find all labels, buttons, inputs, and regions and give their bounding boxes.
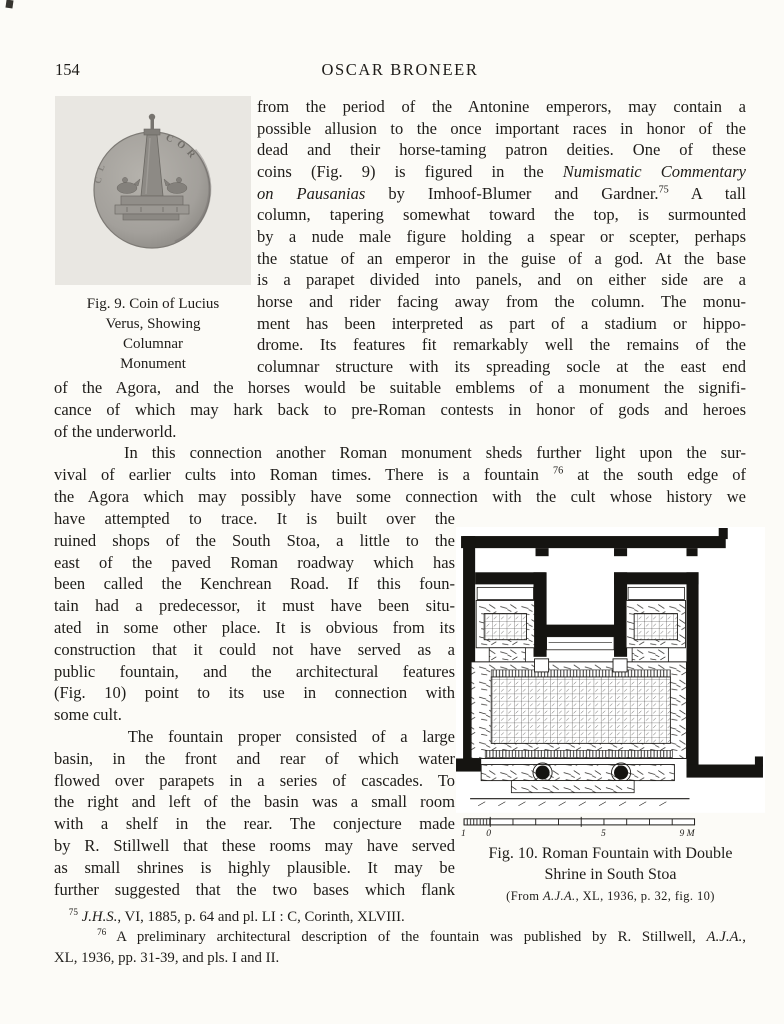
text-line: by a nude male figure holding a spear or scepter, perhaps xyxy=(257,226,746,246)
text-line: Verus, Showing xyxy=(105,316,201,332)
figure10-plan xyxy=(456,527,765,841)
text-line: ment has been interpreted as part of a stadium or hippo- xyxy=(257,313,746,333)
body-column-left-of-fig10 xyxy=(54,508,455,900)
text-line: $^{76}$ A preliminary architectural description of the fountain was published by R. Stillwell, A.J.A., xyxy=(97,927,746,946)
text-line: The fountain proper consisted of a large xyxy=(54,726,455,746)
text-line: Fig. 9. Coin of Lucius xyxy=(86,296,220,312)
scan-artifact xyxy=(5,0,13,8)
body-full-width xyxy=(54,377,746,508)
text-line: Columnar xyxy=(123,336,183,352)
text-line: column, tapering somewhat toward the top, is surmounted xyxy=(257,205,746,225)
text-line: further suggested that the two bases which flank xyxy=(54,879,455,899)
plan-scale-bar xyxy=(464,817,694,827)
text-line: XL, 1936, pp. 31-39, and pls. I and II. xyxy=(54,949,280,966)
body-column-right-of-fig9 xyxy=(257,96,746,378)
coin-image xyxy=(55,96,251,285)
text-line: public fountain, and the architectural features xyxy=(54,661,455,681)
text-line: on Pausanias by Imhoof-Blumer and Gardner.$^{75}$ A tall xyxy=(257,183,747,203)
text-line: east of the paved Roman roadway which has xyxy=(54,552,455,572)
plan-scale-labels xyxy=(461,828,696,839)
text-line: basin, in the front and rear of which water xyxy=(54,748,455,768)
text-line: ruined shops of the South Stoa, a little to the xyxy=(54,530,455,550)
running-title: OSCAR BRONEER xyxy=(321,60,479,79)
text-line: from the period of the Antonine emperors, may contain a xyxy=(257,97,746,116)
text-line: columnar structure with its spreading socle at the east end xyxy=(257,356,746,376)
text-line: cance of which may hark back to pre-Roman contests in honor of gods and heroes xyxy=(54,399,746,419)
text-line: the Agora which may possibly have some connection with the cult whose history we xyxy=(54,486,746,506)
text-line: some cult. xyxy=(54,705,122,725)
text-line: $^{75}$ J.H.S., VI, 1885, p. 64 and pl. LI : C, Corinth, XLVIII. xyxy=(68,907,405,925)
text-line: of the underworld. xyxy=(54,421,177,441)
text-line: by R. Stillwell that these rooms may have served xyxy=(54,835,455,855)
figure10-caption-line2: Shrine in South Stoa xyxy=(544,866,677,883)
scale-label-1: 1 xyxy=(461,827,466,839)
fountain-plan-drawing xyxy=(456,527,765,841)
text-line: is a parapet divided into panels, and on either side are a xyxy=(257,270,746,290)
text-line: dead and their horse-taming patron deities. One of these xyxy=(257,140,746,160)
text-line: as small shrines is highly plausible. It may be xyxy=(54,857,455,877)
page-number: 154 xyxy=(55,60,80,79)
coin-legend-left: CL xyxy=(92,157,110,185)
footnotes xyxy=(54,907,746,968)
text-line: tain had a predecessor, it must have been situ- xyxy=(54,596,455,616)
text-line: In this connection another Roman monument sheds further light upon the sur- xyxy=(54,443,746,463)
text-line: coins (Fig. 9) is figured in the Numismatic Commentary xyxy=(257,161,746,181)
text-line: possible allusion to the once important races in honor of the xyxy=(257,118,746,138)
coin-legend-right: COR xyxy=(163,132,201,165)
text-line: been called the Kenchrean Road. If this foun- xyxy=(54,574,455,594)
text-line: construction that it could not have served as a xyxy=(54,639,455,659)
text-line: ated in some other place. It is obvious from its xyxy=(54,617,455,637)
scale-label-5: 5 xyxy=(600,827,606,839)
figure9-coin-photo xyxy=(55,96,251,285)
figure9-caption xyxy=(40,294,266,374)
text-line: vival of earlier cults into Roman times. There is a fountain $^{76}$ at the south edge of xyxy=(54,465,746,485)
figure10-caption-line1: Fig. 10. Roman Fountain with Double xyxy=(488,845,733,862)
text-line: have attempted to trace. It is built over the xyxy=(54,509,455,528)
scale-label-9m: 9 M xyxy=(679,827,695,839)
text-line: horse and rider facing away from the column. The monu- xyxy=(257,291,746,311)
text-line: Monument xyxy=(120,356,186,372)
scale-label-0: 0 xyxy=(486,827,491,839)
text-line: (Fig. 10) point to its use in connection with xyxy=(54,683,455,703)
figure10-caption-source: (From A.J.A., XL, 1936, p. 32, fig. 10) xyxy=(506,889,715,903)
text-line: the statue of an emperor in the guise of a god. At the base xyxy=(257,248,746,268)
text-line: the right and left of the basin was a small room xyxy=(54,792,455,812)
text-line: flowed over parapets in a series of cascades. To xyxy=(54,770,455,790)
text-line: with a shelf in the rear. The conjecture made xyxy=(54,814,455,834)
text-line: of the Agora, and the horses would be suitable emblems of a monument the signifi- xyxy=(54,378,746,397)
text-line: drome. Its features fit remarkably well the remains of the xyxy=(257,335,746,355)
